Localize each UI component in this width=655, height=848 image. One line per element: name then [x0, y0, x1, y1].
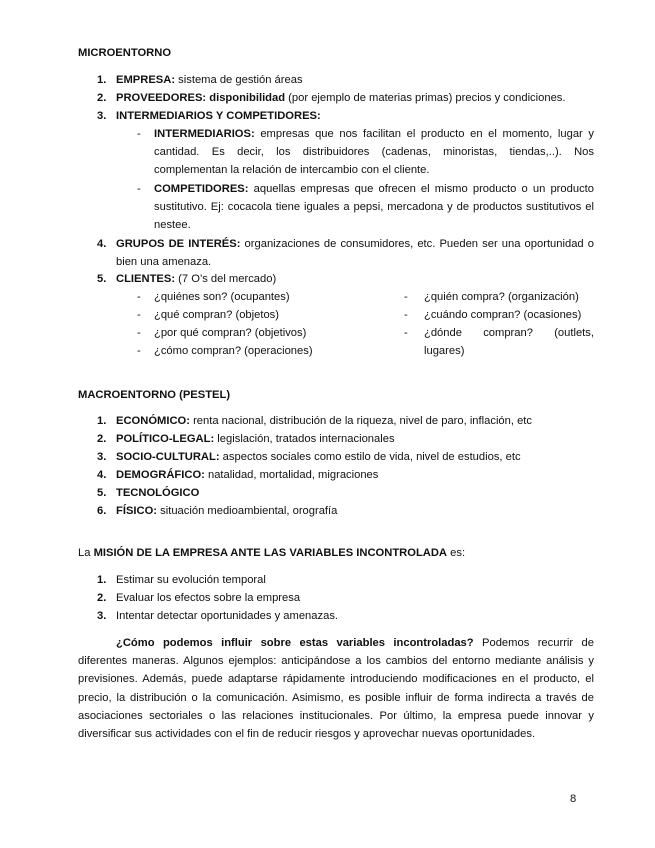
list-number: 3.: [97, 110, 107, 122]
mision-item: Estimar su evolución temporal: [116, 574, 266, 586]
list-number: 3.: [97, 610, 107, 622]
item-label: GRUPOS DE INTERÉS:: [116, 238, 241, 250]
dash-bullet: -: [137, 128, 141, 140]
mision-heading: [78, 544, 465, 562]
dash-bullet: -: [404, 291, 408, 303]
list-number: 2.: [97, 433, 107, 445]
subitem-label: INTERMEDIARIOS:: [154, 128, 255, 140]
list-number: 1.: [97, 74, 107, 86]
page-number: 8: [570, 793, 577, 805]
item-text: aspectos sociales como estilo de vida, nivel de estudios, etc: [219, 451, 521, 463]
list-number: 4.: [97, 469, 107, 481]
list-item-intermediarios-competidores: [116, 107, 594, 125]
client-question: ¿cómo compran? (operaciones): [154, 345, 313, 357]
list-number: 3.: [97, 451, 107, 463]
client-question: ¿quiénes son? (ocupantes): [154, 291, 290, 303]
mision-item: Evaluar los efectos sobre la empresa: [116, 592, 301, 604]
item-label: PROVEEDORES: disponibilidad: [116, 92, 286, 104]
item-text: renta nacional, distribución de la riqueza, nivel de paro, inflación, etc: [189, 415, 533, 427]
item-text: legislación, tratados internacionales: [214, 433, 395, 445]
item-text: (por ejemplo de materias primas) precios y condiciones.: [285, 92, 566, 104]
list-number: 5.: [97, 273, 107, 285]
client-question: ¿qué compran? (objetos): [154, 309, 279, 321]
list-number: 5.: [97, 487, 107, 499]
list-number: 1.: [97, 574, 107, 586]
list-item-tecnologico: [116, 484, 594, 502]
list-item-economico: [116, 412, 594, 430]
item-label: FÍSICO:: [116, 505, 158, 517]
list-item-grupos-interes: [116, 235, 594, 271]
item-label: INTERMEDIARIOS Y COMPETIDORES:: [116, 110, 321, 122]
client-question: ¿dónde compran? (outlets, lugares): [424, 327, 594, 358]
list-item-politico-legal: [116, 430, 594, 448]
item-label: EMPRESA:: [116, 74, 176, 86]
client-question: ¿quién compra? (organización): [424, 291, 579, 303]
section-heading-macroentorno: MACROENTORNO (PESTEL): [78, 389, 231, 401]
list-item-clientes: [116, 270, 594, 288]
client-question: ¿por qué compran? (objetivos): [154, 327, 307, 339]
item-text: natalidad, mortalidad, migraciones: [204, 469, 379, 481]
item-text: sistema de gestión áreas: [175, 74, 303, 86]
subitem-text: empresas que nos facilitan el producto en el momento, lugar y cantidad. Es decir, los distribuidores (cadenas, minoristas, tiendas,..). Nos complementan la relación de intercambio con el cliente.: [154, 128, 594, 177]
subitem-text: aquellas empresas que ofrecen el mismo producto o un producto sustitutivo. Ej: cocacola tiene iguales a pepsi, mercadona y de productos sustitutivos el nestee.: [154, 183, 594, 232]
list-number: 6.: [97, 505, 107, 517]
item-label: DEMOGRÁFICO:: [116, 469, 205, 481]
list-item-demografico: [116, 466, 594, 484]
paragraph-question: ¿Cómo podemos influir sobre estas variables incontroladas?: [116, 637, 474, 649]
mision-suffix: es:: [447, 547, 466, 559]
subitem-competidores: [154, 180, 594, 235]
item-label: SOCIO-CULTURAL:: [116, 451, 220, 463]
item-text: (7 O’s del mercado): [175, 273, 277, 285]
dash-bullet: -: [137, 327, 141, 339]
mision-item: Intentar detectar oportunidades y amenazas.: [116, 610, 339, 622]
paragraph-text: Podemos recurrir de diferentes maneras. Algunos ejemplos: anticipándose a los cambios del entorno mediante análisis y previsiones. Además, puede adaptarse rápidamente introduciendo modificaciones en el producto, el precio, la distribución o la comunicación. Asimismo, es posible influir de forma indirecta a través de asociaciones sectoriales o las relaciones institucionales. Por último, la empresa puede innovar y diversificar sus actividades con el fin de reducir riesgos y aprovechar nuevas oportunidades.: [78, 637, 594, 741]
list-number: 2.: [97, 592, 107, 604]
subitem-intermediarios: [154, 125, 594, 180]
item-text: organizaciones de consumidores, etc. Pueden ser una oportunidad o bien una amenaza.: [116, 238, 594, 269]
item-label: TECNOLÓGICO: [116, 487, 200, 499]
list-number: 4.: [97, 238, 107, 250]
dash-bullet: -: [404, 327, 408, 339]
list-number: 2.: [97, 92, 107, 104]
mision-title: MISIÓN DE LA EMPRESA ANTE LAS VARIABLES INCONTROLADA: [93, 547, 448, 559]
subitem-label: COMPETIDORES:: [154, 183, 249, 195]
list-item-socio-cultural: [116, 448, 594, 466]
item-label: POLÍTICO-LEGAL:: [116, 433, 215, 445]
client-question: ¿cuándo compran? (ocasiones): [424, 309, 582, 321]
section-heading-microentorno: MICROENTORNO: [78, 47, 172, 59]
dash-bullet: -: [137, 345, 141, 357]
list-item-fisico: [116, 502, 594, 520]
body-paragraph: [78, 634, 594, 743]
dash-bullet: -: [137, 309, 141, 321]
list-item-empresa: [116, 71, 594, 89]
mision-prefix: La: [78, 547, 94, 559]
dash-bullet: -: [137, 291, 141, 303]
dash-bullet: -: [404, 309, 408, 321]
list-item-proveedores: [116, 89, 594, 107]
dash-bullet: -: [137, 183, 141, 195]
item-text: situación medioambiental, orografía: [157, 505, 338, 517]
item-label: ECONÓMICO:: [116, 415, 190, 427]
item-label: CLIENTES:: [116, 273, 176, 285]
list-number: 1.: [97, 415, 107, 427]
